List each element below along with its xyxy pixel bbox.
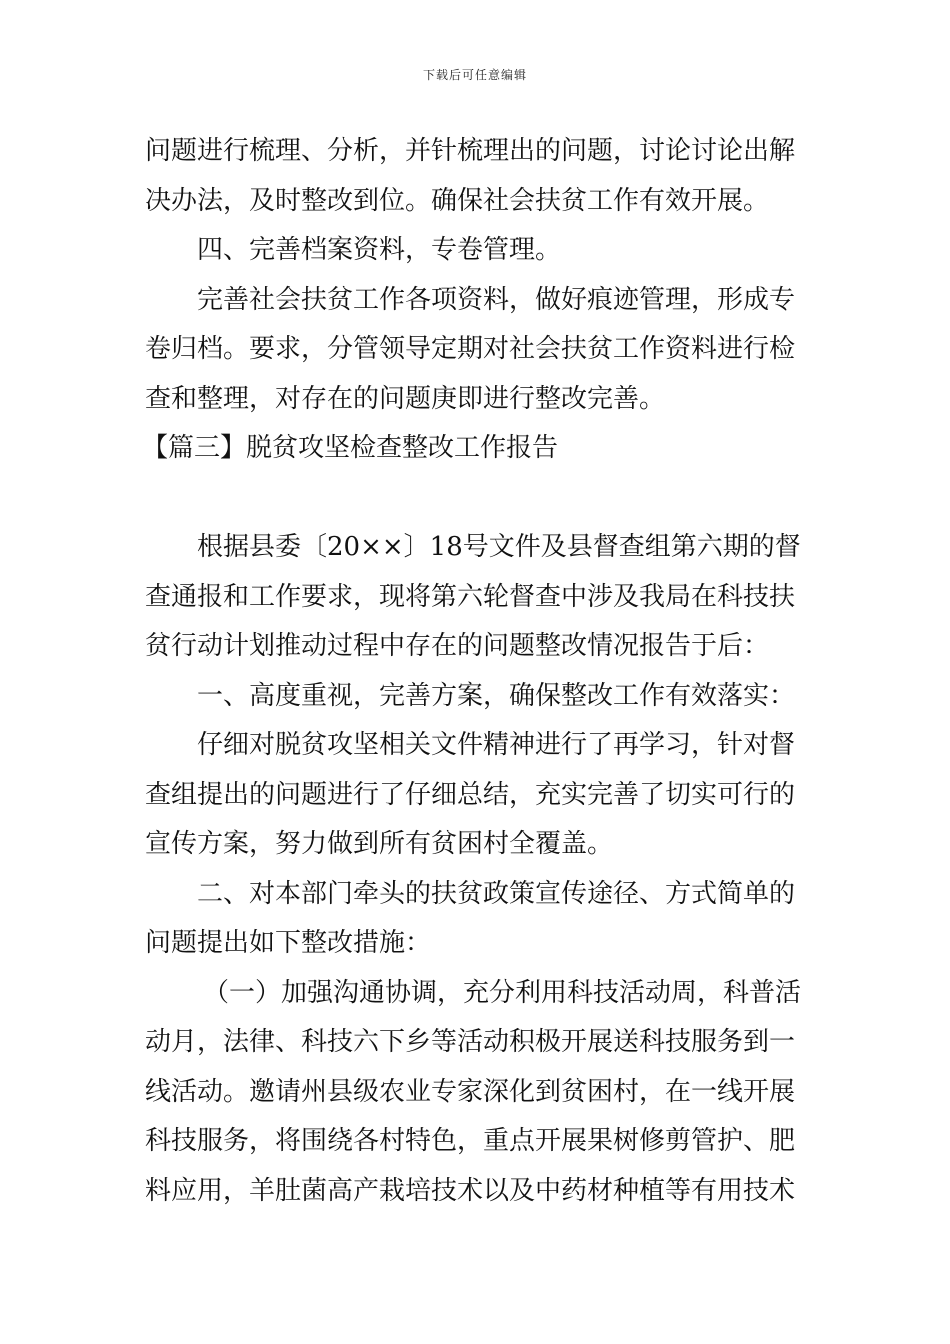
section-heading: 二、对本部门牵头的扶贫政策宣传途径、方式简单的 — [197, 878, 796, 909]
body-line: 完善社会扶贫工作各项资料，做好痕迹管理，形成专 — [197, 284, 796, 315]
blank-line — [145, 474, 810, 524]
body-line: 查通报和工作要求，现将第六轮督查中涉及我局在科技扶 — [145, 581, 796, 612]
body-line: 查组提出的问题进行了仔细总结，充实完善了切实可行的 — [145, 779, 796, 810]
section-heading: 一、高度重视，完善方案，确保整改工作有效落实： — [197, 680, 796, 711]
body-line: 动月，法律、科技六下乡等活动积极开展送科技服务到一 — [145, 1027, 796, 1057]
body-line: 贫行动计划推动过程中存在的问题整改情况报告于后： — [145, 631, 770, 661]
body-line: 问题进行梳理、分析，并针梳理出的问题，讨论讨论出解 — [145, 136, 796, 166]
body-line: 料应用，羊肚菌高产栽培技术以及中药材种植等有用技术 — [145, 1175, 796, 1206]
page-header: 下载后可任意编辑 — [422, 68, 527, 82]
chapter-title: 【篇三】脱贫攻坚检查整改工作报告 — [142, 433, 559, 463]
body-line: 根据县委〔20××〕18号文件及县督查组第六期的督 — [197, 532, 801, 562]
body-line: 仔细对脱贫攻坚相关文件精神进行了再学习，针对督 — [197, 730, 796, 760]
body-line: 科技服务，将围绕各村特色，重点开展果树修剪管护、肥 — [145, 1126, 796, 1156]
document-body — [142, 127, 810, 1216]
body-line: 决办法，及时整改到位。确保社会扶贫工作有效开展。 — [145, 185, 770, 216]
body-line: 问题提出如下整改措施： — [145, 928, 432, 958]
body-line: 线活动。邀请州县级农业专家深化到贫困村，在一线开展 — [145, 1076, 796, 1107]
body-line: 查和整理，对存在的问题庚即进行整改完善。 — [145, 383, 666, 414]
sub-section-heading: （一）加强沟通协调，充分利用科技活动周，科普活 — [203, 977, 802, 1008]
section-heading: 四、完善档案资料，专卷管理。 — [197, 235, 562, 265]
body-line: 卷归档。要求，分管领导定期对社会扶贫工作资料进行检 — [145, 334, 796, 364]
body-line: 宣传方案，努力做到所有贫困村全覆盖。 — [145, 829, 614, 859]
